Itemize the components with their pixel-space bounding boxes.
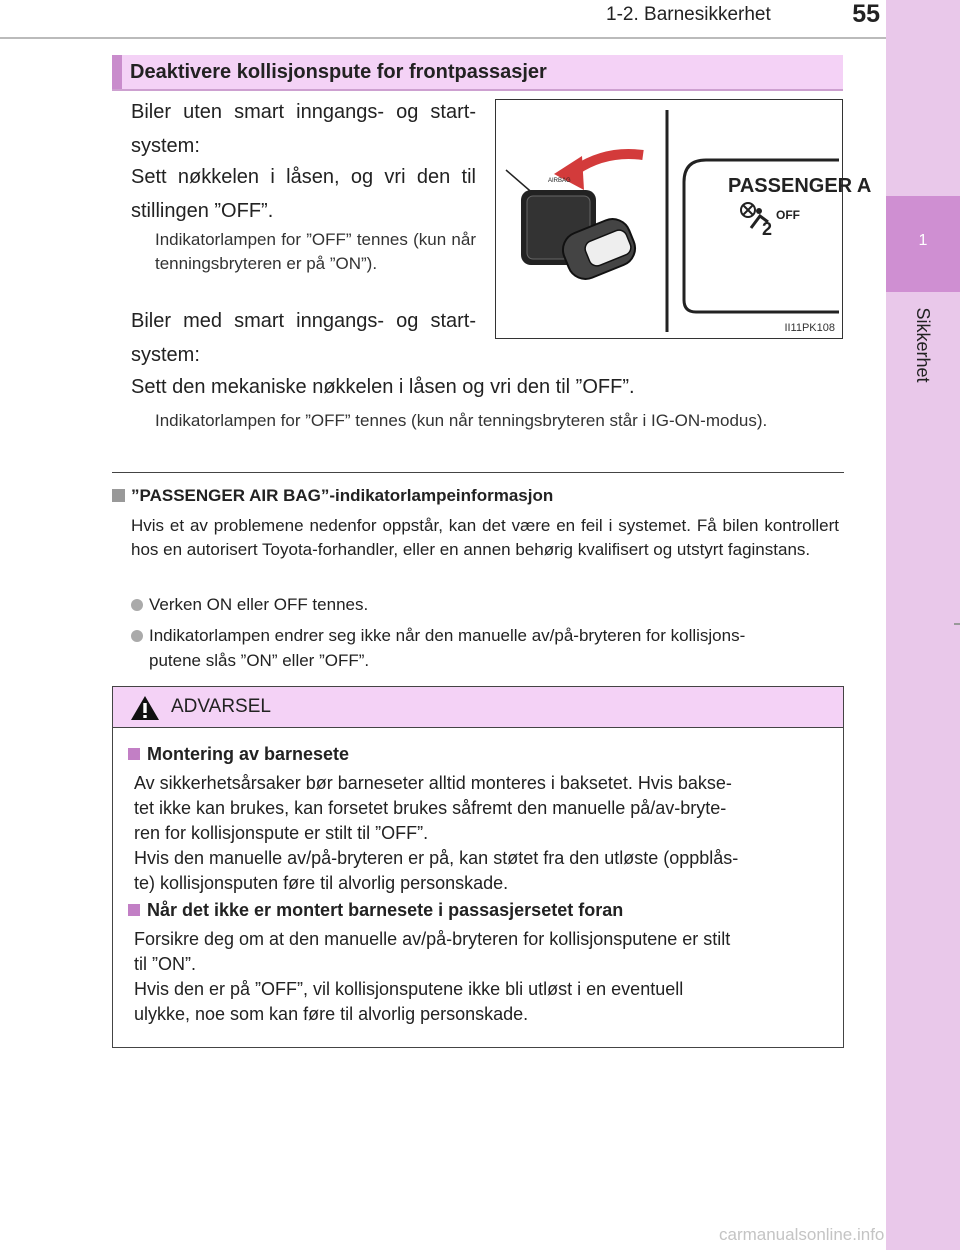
square-bullet-icon bbox=[112, 489, 125, 502]
bullet-dot-icon bbox=[131, 630, 143, 642]
paragraph-turn-key: Sett nøkkelen i låsen, og vri den til stillingen ”OFF”. bbox=[131, 166, 476, 222]
watermark: carmanualsonline.info bbox=[719, 1225, 885, 1244]
warning-header bbox=[113, 687, 843, 728]
note-indicator-on: Indikatorlampen for ”OFF” tennes (kun når tenningsbryteren er på ”ON”). bbox=[155, 230, 476, 273]
warning-item-body: Forsikre deg om at den manuelle av/på-bryteren for kollisjonsputene er stilt til ”ON”. Hvis den er på ”OFF”, vil kollisjonsputene ikke bli utløst i en eventuell ulykke, noe som kan føre til alvorlig personskade. bbox=[134, 929, 731, 1024]
chapter-number: 1 bbox=[918, 232, 928, 249]
illustration-drawing bbox=[496, 100, 872, 338]
panel-text: PASSENGER A bbox=[728, 175, 872, 197]
tab-tick bbox=[954, 623, 960, 625]
info-heading-text: ”PASSENGER AIR BAG”-indikatorlampeinformasjon bbox=[131, 486, 554, 505]
section-heading-title: Deaktivere kollisjonspute for frontpassasjer bbox=[130, 61, 547, 83]
paragraph-mechanical-key: Sett den mekaniske nøkkelen i låsen og vri den til ”OFF”. bbox=[131, 376, 635, 398]
warning-item-title: Montering av barnesete bbox=[128, 744, 349, 765]
header-rule bbox=[0, 37, 886, 39]
bullet-item: Verken ON eller OFF tennes. bbox=[131, 592, 368, 617]
airbag-switch-illustration bbox=[495, 99, 872, 339]
running-header-section: 1-2. Barnesikkerhet bbox=[606, 4, 771, 25]
paragraph-no-smart-entry: Biler uten smart inngangs- og start-system: bbox=[131, 101, 476, 157]
info-text: Hvis et av problemene nedenfor oppstår, kan det være en feil i systemet. Få bilen kontrollert hos en autorisert Toyota-forhandler, eller en annen behørig kvalifisert og utstyrt faginstans. bbox=[131, 516, 839, 559]
chapter-tab-strip bbox=[886, 0, 960, 1250]
svg-text:AIRBAG: AIRBAG bbox=[548, 178, 571, 184]
warning-label: ADVARSEL bbox=[171, 696, 271, 717]
page-number: 55 bbox=[852, 0, 880, 28]
chapter-label: Sikkerhet bbox=[913, 307, 933, 383]
section-heading bbox=[112, 55, 843, 91]
section-divider bbox=[112, 472, 844, 473]
warning-triangle-icon bbox=[129, 694, 161, 722]
warning-box bbox=[112, 686, 844, 1048]
warning-item-body: Av sikkerhetsårsaker bør barneseter alltid monteres i baksetet. Hvis bakse- tet ikke kan brukes, kan forsetet brukes såfremt den manuelle på/av-bryte- ren for kollisjonspute er stilt til ”OFF”. Hvis den manuelle av/på-bryteren er på, kan støtet fra den utløste (oppblås- te) kollisjonsputen føre til alvorlig personskade. bbox=[134, 773, 739, 893]
indicator-off-text: OFF bbox=[776, 208, 800, 222]
indicator-number: 2 bbox=[762, 219, 773, 239]
bullet-item: Indikatorlampen endrer seg ikke når den manuelle av/på-bryteren for kollisjons- putene slås ”ON” eller ”OFF”. bbox=[131, 623, 843, 673]
section-heading-bar bbox=[112, 55, 122, 89]
square-bullet-icon bbox=[128, 904, 140, 916]
paragraph-smart-entry: Biler med smart inngangs- og start-system: bbox=[131, 310, 476, 366]
warning-item-title: Når det ikke er montert barnesete i passasjersetet foran bbox=[128, 900, 623, 921]
bullet-dot-icon bbox=[131, 599, 143, 611]
figure-code: II11PK108 bbox=[784, 322, 835, 334]
note-indicator-ig-on: Indikatorlampen for ”OFF” tennes (kun når tenningsbryteren står i IG-ON-modus). bbox=[155, 411, 768, 430]
square-bullet-icon bbox=[128, 748, 140, 760]
info-heading bbox=[112, 486, 553, 506]
